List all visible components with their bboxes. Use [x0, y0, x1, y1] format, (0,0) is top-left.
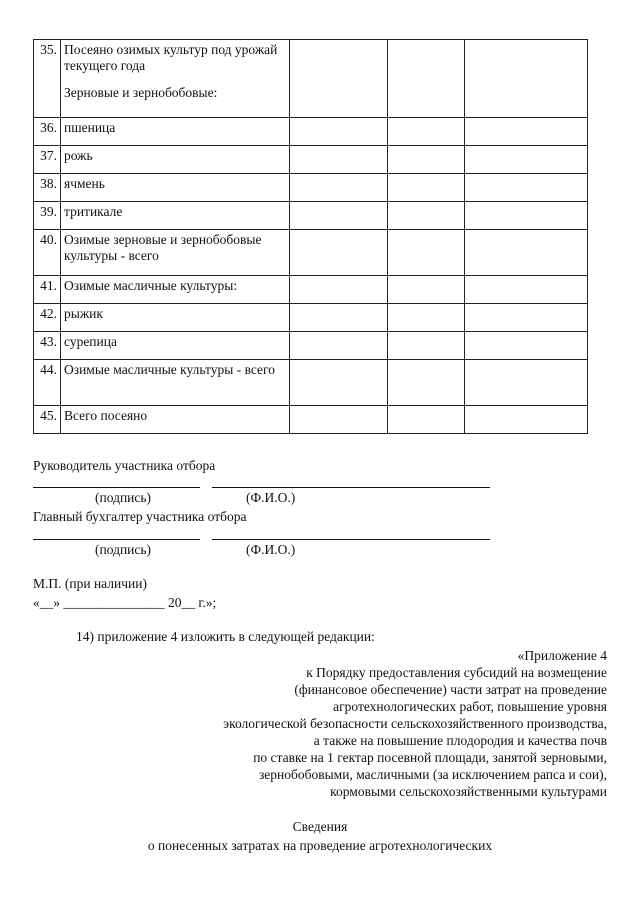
- row-number: 39.: [34, 202, 61, 230]
- row-label-cell: [61, 304, 290, 332]
- empty-value-cell[interactable]: [465, 202, 588, 230]
- appendix-line: агротехнологических работ, повышение уровня: [333, 699, 607, 714]
- empty-value-cell[interactable]: [290, 202, 388, 230]
- empty-value-cell[interactable]: [290, 332, 388, 360]
- table-row: [34, 360, 588, 406]
- table-row: [34, 230, 588, 276]
- row-number: 41.: [34, 276, 61, 304]
- row-label: Озимые зерновые и зернобобовые культуры - всего: [64, 232, 262, 263]
- row-number: 38.: [34, 174, 61, 202]
- empty-value-cell[interactable]: [290, 118, 388, 146]
- appendix-line: кормовыми сельскохозяйственными культурами: [330, 784, 607, 799]
- row-label: Посеяно озимых культур под урожай текущего года: [64, 42, 278, 73]
- section-subtitle: о понесенных затратах на проведение агротехнологических: [147, 838, 493, 853]
- appendix-header: [223, 647, 607, 800]
- row-label: Озимые масличные культуры - всего: [64, 362, 275, 377]
- empty-value-cell[interactable]: [290, 406, 388, 434]
- table-row: [34, 146, 588, 174]
- accountant-title: Главный бухгалтер участника отбора: [33, 509, 247, 524]
- row-label-cell: [61, 146, 290, 174]
- row-label-cell: [61, 202, 290, 230]
- row-label: рыжик: [64, 306, 103, 321]
- crop-table-body: [34, 40, 588, 434]
- row-number: 45.: [34, 406, 61, 434]
- table-row: [34, 118, 588, 146]
- empty-value-cell[interactable]: [290, 40, 388, 118]
- row-number: 43.: [34, 332, 61, 360]
- empty-value-cell[interactable]: [465, 230, 588, 276]
- empty-value-cell[interactable]: [465, 174, 588, 202]
- head-sign-line: [33, 487, 200, 488]
- accountant-fio-line: [212, 539, 490, 540]
- head-title: Руководитель участника отбора: [33, 458, 216, 473]
- row-label-cell: [61, 230, 290, 276]
- date-line: «__» _______________ 20__ г.»;: [33, 595, 217, 610]
- empty-value-cell[interactable]: [388, 40, 465, 118]
- table-row: [34, 40, 588, 118]
- empty-value-cell[interactable]: [290, 304, 388, 332]
- row-number: 37.: [34, 146, 61, 174]
- empty-value-cell[interactable]: [465, 406, 588, 434]
- empty-value-cell[interactable]: [388, 202, 465, 230]
- head-sign-label: (подпись): [95, 490, 152, 505]
- row-label: ячмень: [64, 176, 105, 191]
- empty-value-cell[interactable]: [388, 146, 465, 174]
- appendix-line: к Порядку предоставления субсидий на возмещение: [306, 665, 607, 680]
- empty-value-cell[interactable]: [465, 118, 588, 146]
- table-row: [34, 174, 588, 202]
- empty-value-cell[interactable]: [388, 304, 465, 332]
- empty-value-cell[interactable]: [465, 304, 588, 332]
- row-label-cell: [61, 174, 290, 202]
- empty-value-cell[interactable]: [465, 332, 588, 360]
- empty-value-cell[interactable]: [388, 332, 465, 360]
- empty-value-cell[interactable]: [388, 118, 465, 146]
- head-fio-label: (Ф.И.О.): [246, 490, 296, 505]
- row-label-cell: [61, 40, 290, 118]
- appendix-line: (финансовое обеспечение) части затрат на проведение: [294, 682, 607, 697]
- table-row: [34, 202, 588, 230]
- empty-value-cell[interactable]: [388, 406, 465, 434]
- row-label-cell: [61, 360, 290, 406]
- empty-value-cell[interactable]: [388, 174, 465, 202]
- row-label: Озимые масличные культуры:: [64, 278, 238, 293]
- accountant-sign-label: (подпись): [95, 542, 152, 557]
- row-label: рожь: [64, 148, 93, 163]
- empty-value-cell[interactable]: [290, 230, 388, 276]
- empty-value-cell[interactable]: [290, 174, 388, 202]
- row-label: тритикале: [64, 204, 123, 219]
- crop-table: [33, 39, 588, 434]
- row-label: Всего посеяно: [64, 408, 148, 423]
- empty-value-cell[interactable]: [388, 360, 465, 406]
- empty-value-cell[interactable]: [465, 40, 588, 118]
- row-label-cell: [61, 332, 290, 360]
- appendix-line: «Приложение 4: [517, 648, 607, 663]
- empty-value-cell[interactable]: [465, 146, 588, 174]
- appendix-line: зернобобовыми, масличными (за исключением рапса и сои),: [258, 767, 607, 782]
- row-label-cell: [61, 276, 290, 304]
- appendix-line: а также на повышение плодородия и качества почв: [313, 733, 607, 748]
- row-label: сурепица: [64, 334, 117, 349]
- row-number: 36.: [34, 118, 61, 146]
- row-label-cell: [61, 406, 290, 434]
- row-number: 44.: [34, 360, 61, 406]
- section-title: Сведения: [292, 819, 348, 834]
- row-number: 40.: [34, 230, 61, 276]
- table-row: [34, 406, 588, 434]
- row-label: пшеница: [64, 120, 116, 135]
- appendix-line: экологической безопасности сельскохозяйственного производства,: [223, 716, 607, 731]
- appendix-line: по ставке на 1 гектар посевной площади, занятой зерновыми,: [253, 750, 607, 765]
- row-number: 42.: [34, 304, 61, 332]
- head-fio-line: [212, 487, 490, 488]
- stamp-label: М.П. (при наличии): [33, 576, 147, 591]
- empty-value-cell[interactable]: [465, 360, 588, 406]
- empty-value-cell[interactable]: [290, 146, 388, 174]
- row-sublabel: Зерновые и зернобобовые:: [64, 85, 218, 100]
- empty-value-cell[interactable]: [290, 276, 388, 304]
- empty-value-cell[interactable]: [388, 230, 465, 276]
- amendment-text: 14) приложение 4 изложить в следующей редакции:: [76, 629, 375, 644]
- accountant-fio-label: (Ф.И.О.): [246, 542, 296, 557]
- empty-value-cell[interactable]: [388, 276, 465, 304]
- empty-value-cell[interactable]: [290, 360, 388, 406]
- accountant-sign-line: [33, 539, 200, 540]
- table-row: [34, 276, 588, 304]
- row-label-cell: [61, 118, 290, 146]
- table-row: [34, 304, 588, 332]
- table-row: [34, 332, 588, 360]
- empty-value-cell[interactable]: [465, 276, 588, 304]
- row-number: 35.: [34, 40, 61, 118]
